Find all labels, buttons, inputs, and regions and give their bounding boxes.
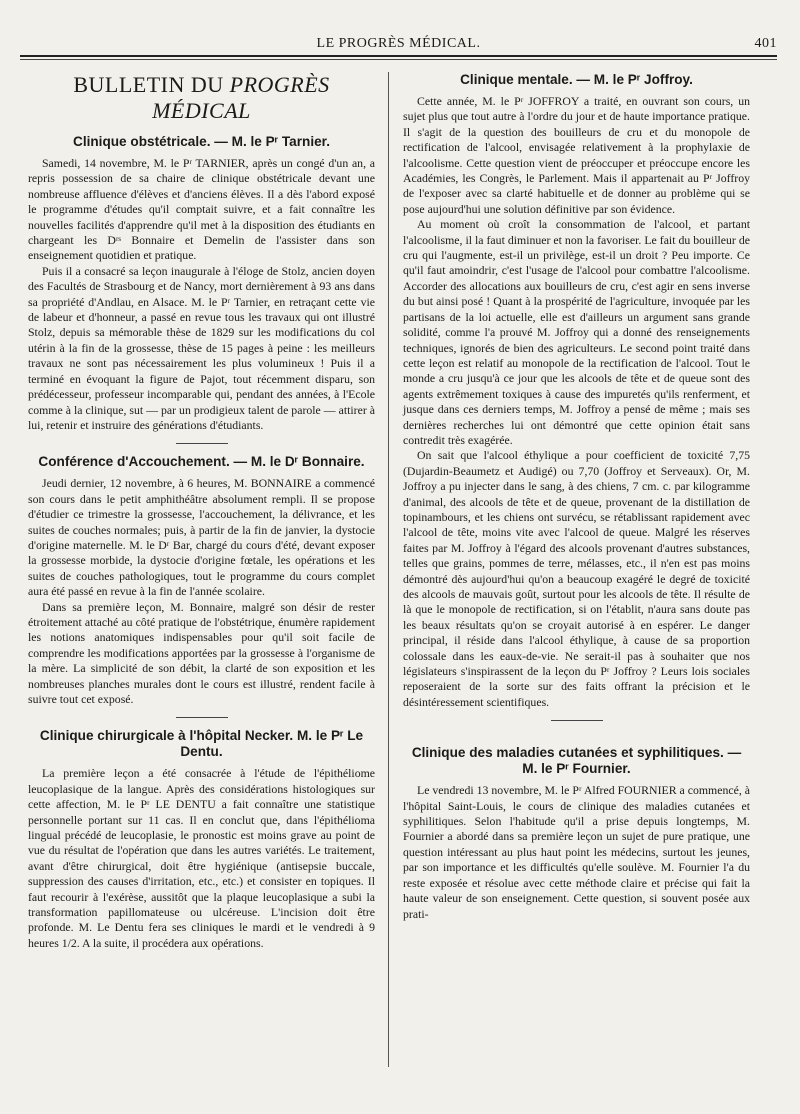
paragraph: Cette année, M. le Pʳ JOFFROY a traité, en ouvrant son cours, un sujet plus que tout autre à l'ordre du jour et de haute importance pratique. Il s'agit de la question des bouilleurs de cru et du monopole de rectification de l'alcool, envisagée relativement à la prophylaxie de l'alcoolisme. Cette question vient de préoccuper et préoccupe encore les Académies, les Congrès, le Parlement. Mais il appartenait au Pʳ Joffroy de l'exposer avec sa clarté habituelle et de donner au problème qui se pose aujourd'hui une solution définitive par son évidence. [403,94,750,216]
paragraph: Jeudi dernier, 12 novembre, à 6 heures, M. BONNAIRE a commencé son cours dans le petit amphithéâtre absolument rempli. Il se propose d'étudier ce trimestre la grossesse, l'accouchement, la délivrance, et les suites de couches normales; puis, à partir de la fin de janvier, la dystocie d'origine maternelle. M. le Dʳ Bar, chargé du cours d'été, devant exposer la grossesse morbide, la dystocie d'origine fœtale, les opérations et les suites de couches pathologiques, tout le programme du cours complet aura été passé en revue à la fin de l'année scolaire. [28,476,375,599]
header-rule [20,55,777,57]
section-separator [176,443,228,444]
bulletin-title [28,72,375,124]
right-column [403,72,750,922]
running-header [20,36,777,52]
paragraph: Dans sa première leçon, M. Bonnaire, malgré son désir de rester étroitement attaché au côté pratique de l'obstétrique, énumère rapidement les notions anatomiques indispensables pour qu'il soit facile de comprendre les modifications apportées par la grossesse à l'organisme de la mère. La simplicité de son débit, la clarté de son exposition et les nombreuses planches murales dont le cours est illustré, rendent facile à suivre tout cet exposé. [28,599,375,706]
section-heading-le-dentu: Clinique chirurgicale à l'hôpital Necker. M. le Pʳ Le Dentu. [39,728,364,760]
column-divider [388,72,389,1067]
bulletin-title-journal: PROGRÈS MÉDICAL [152,72,330,123]
spacer [403,731,750,745]
section-heading-tarnier: Clinique obstétricale. — M. le Pʳ Tarnier. [73,134,330,149]
section-heading-joffroy: Clinique mentale. — M. le Pʳ Joffroy. [460,72,693,87]
left-column [28,72,375,951]
header-rule-thin [20,59,777,60]
section-heading-bonnaire: Conférence d'Accouchement. — M. le Dʳ Bonnaire. [38,454,365,470]
paragraph: La première leçon a été consacrée à l'étude de l'épithéliome leucoplasique de la langue. Après des considérations histologiques sur cette affection, M. le Pʳ LE DENTU a fait connaître une statistique personnelle portant sur 11 cas. Il en conclut que, dans l'épithélioma lingual précédé de leucoplasie, le pronostic est moins grave au point de vue du résultat de l'opération que dans les autres variétés. Le traitement, avant d'être chirurgical, doit être hygiénique (antisepsie buccale, suppression des causes d'irritation, etc., etc.) et consister en topiques. Il faut recourir à l'exérèse, aussitôt que la plaque leucoplasique a subi la transformation papillomateuse ou ulcéreuse. L'incision doit être profonde. M. Le Dentu fera ses cliniques le mardi et le vendredi à 9 heures 1/2. A la suite, il procédera aux opérations. [28,766,375,950]
section-separator [176,717,228,718]
paragraph: Samedi, 14 novembre, M. le Pʳ TARNIER, après un congé d'un an, a repris possession de sa chaire de clinique obstétricale devant une nombreuse affluence d'élèves et d'anciens élèves. Il a dès l'abord exposé le programme d'études qu'il comptait suivre, et a fait connaître les nouvelles facilités d'apprendre qu'il met à la disposition des étudiants en chargeant les Dʳˢ Bonnaire et Demelin de l'assister dans son enseignement quotidien et pratique. [28,156,375,263]
paragraph: On sait que l'alcool éthylique a pour coefficient de toxicité 7,75 (Dujardin-Beaumetz et Audigé) ou 7,70 (Joffroy et Serveaux). Or, M. Joffroy a pu injecter dans le sang, à des chiens, 7 cm. c. par kilogramme d'animal, des alcools de tête et de queue, provenant de la distillation de topinambours, et les chiens ont survécu, se rétablissant rapidement avec l'alcool de tête, moins vite avec l'alcool de queue. Malgré les réserves faites par M. Joffroy à l'égard des alcools provenant d'autres substances, telles que grains, pommes de terre, mélasses, etc., il n'en est pas moins démontré dès aujourd'hui qu'on a beaucoup exagéré le degré de toxicité des alcools de mauvais goût, surtout pour les alcools de tête. Il résulte de là que le monopole de rectification, si on l'établit, n'aura sans doute pas les beaux résultats qu'on se croyait autorisé à en espérer. Le danger principal, il réside dans l'alcool éthylique, à cause de sa proportion colossale dans les eaux-de-vie. Ne serait-il pas à souhaiter que nos législateurs s'inspirassent de la leçon du Pʳ Joffroy ? Leurs lois sociales reposeraient de la sorte sur des faits offrant la précision et le désintéressement scientifiques. [403,448,750,709]
journal-title: LE PROGRÈS MÉDICAL. [316,36,481,51]
paragraph: Au moment où croît la consommation de l'alcool, et partant l'alcoolisme, il la faut diminuer et non la favoriser. Le fait du bouilleur de cru qui l'augmente, est-il un privilège, est-il un droit ? Peu importe. Ce qu'il faut amoindrir, c'est l'usage de l'alcool pour combattre l'alcoolisme. Accorder des allocations aux bouilleurs de cru, c'est agir en sens inverse du but ainsi posé ! Quant à la prospérité de l'agriculture, invoquée par les partisans de la loi actuelle, elle est d'ailleurs un argument sans grande solidité, comme l'a prouvé M. Joffroy qui a donné des renseignements techniques, ignorés de bien des agriculteurs. Le second point traité dans cette leçon est relatif au monopole de la rectification de l'alcool. Tout le monde a cru jusqu'à ce jour que les alcools de tête et de queue sont des agents extrêmement toxiques à cause des impuretés qu'ils renferment, et jusque dans ces derniers temps, M. Joffroy a pensé de même ; mais ses dernières recherches lui ont démontré que cette opinion était sans contredit très exagérée. [403,217,750,447]
section-separator [551,720,603,721]
paragraph: Puis il a consacré sa leçon inaugurale à l'éloge de Stolz, ancien doyen des Facultés de Strasbourg et de Nancy, mort dernièrement à 93 ans dans sa propriété d'Andlau, en Alsace. M. le Pʳ Tarnier, en retraçant cette vie de labeur et d'honneur, a passé en revue tous les travaux qui ont illustré Stolz, depuis sa mémorable thèse de 1829 sur les modifications du col utérin à la fin de la grossesse, thèse de 15 pages à peine : les meilleurs travaux ne sont pas nécessairement les plus volumineux ! Puis il a terminé en évoquant la figure de Pajot, tout récemment disparu, son prédécesseur, professeur incomparable qui, pendant des années, à l'Ecole comme à la clinique, sut — par un prodigieux talent de parole — attirer à lui, retenir et instruire des générations d'étudiants. [28,263,375,432]
page-number: 401 [754,36,777,51]
bulletin-title-prefix: BULLETIN DU [73,72,230,97]
paragraph: Le vendredi 13 novembre, M. le Pʳ Alfred FOURNIER a commencé, à l'hôpital Saint-Louis, le cours de clinique des maladies cutanées et syphilitiques. Selon l'habitude qu'il a prise depuis longtemps, M. Fournier a abordé dans sa première leçon un sujet de pure pratique, une question intéressant au plus haut point les médecins, surtout les jeunes, par son importance et les difficultés qu'elle soulève. M. Fournier l'a du reste exposée et résolue avec cette méthode claire et précise qui fait la haute valeur de son enseignement. Cette question, si souvent posée aux prati- [403,783,750,921]
section-heading-fournier: Clinique des maladies cutanées et syphilitiques. — M. le Pʳ Fournier. [411,745,742,777]
